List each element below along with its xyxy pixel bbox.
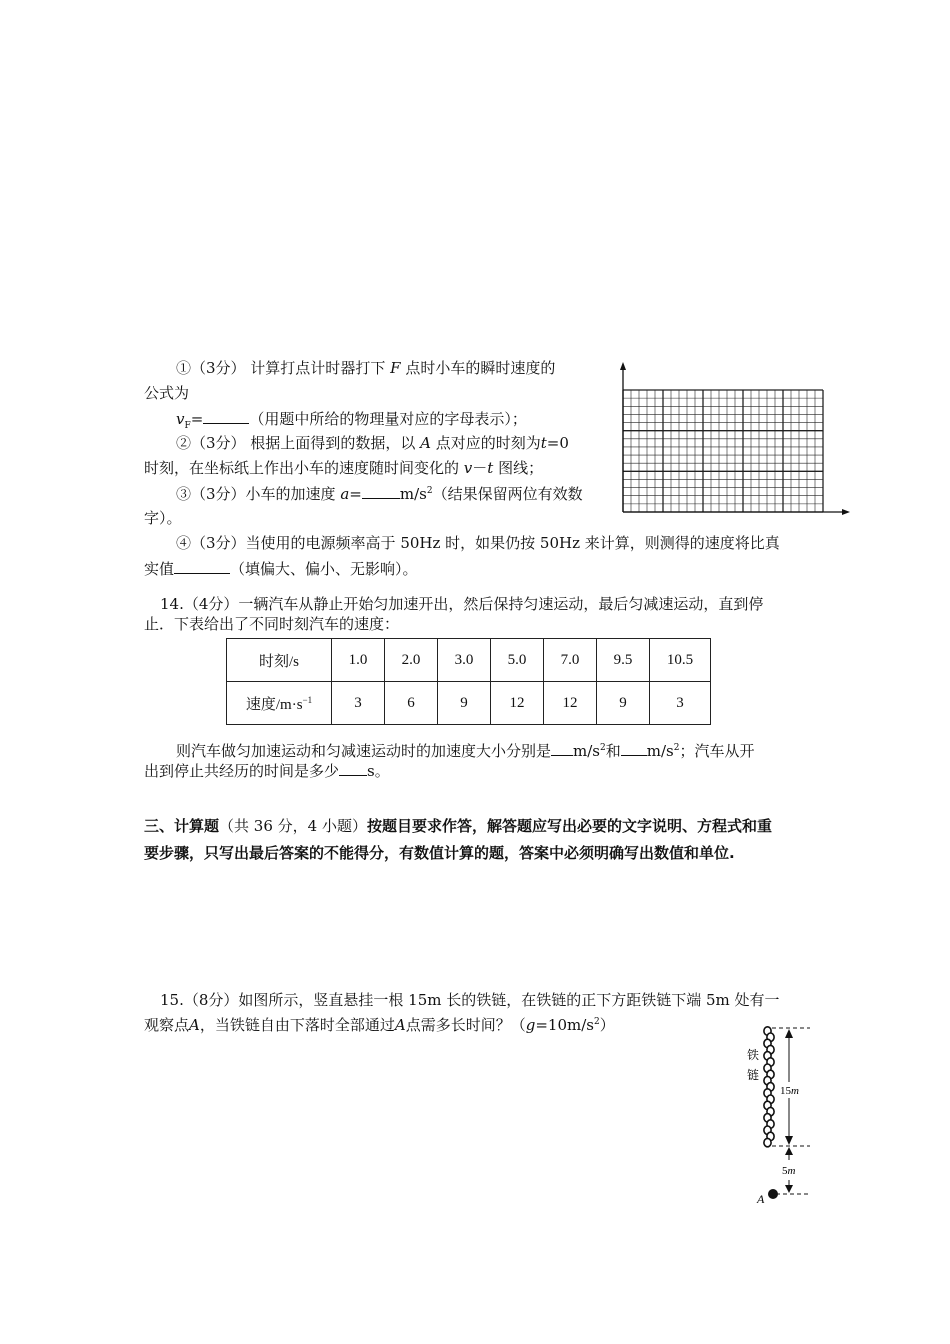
grid-minor-lines xyxy=(623,390,823,512)
q13-item3-line1: ③（3分）小车的加速度 $a= m/s^2$（结果保留两位有效数 xyxy=(176,485,583,503)
speed-cell: 3 xyxy=(650,682,711,725)
table-row-time xyxy=(227,639,711,682)
point-a-dot xyxy=(768,1189,778,1199)
q14-answer-line2: 出到停止共经历的时间是多少 s。 xyxy=(144,762,390,780)
q13-item1-line2: 公式为 xyxy=(144,384,190,402)
speed-header: 速度$/m\cdot s^{-1}$ xyxy=(227,682,332,725)
section3-line1: 三、计算题（共 36 分，4 小题）按题目要求作答，解答题应写出必要的文字说明、方程式和重 xyxy=(144,817,772,835)
q13-item1-line1: ①（3分） 计算打点计时器打下 F 点时小车的瞬时速度的 xyxy=(176,359,556,377)
section3-heading: 三、计算题 xyxy=(144,817,220,835)
time-cell: 10.5 xyxy=(650,639,711,682)
q13-item3-line2: 字）。 xyxy=(144,509,182,527)
time-cell: 7.0 xyxy=(544,639,597,682)
speed-cell: 3 xyxy=(332,682,385,725)
graph-paper xyxy=(616,360,856,520)
speed-cell: 12 xyxy=(544,682,597,725)
q13-item2-line2: 时刻，在坐标纸上作出小车的速度随时间变化的 v－t 图线； xyxy=(144,459,544,477)
speed-cell: 6 xyxy=(385,682,438,725)
time-cell: 9.5 xyxy=(597,639,650,682)
dim-15m-arrow-up-icon xyxy=(785,1029,793,1038)
q14-answer-line1: 则汽车做匀加速运动和匀减速运动时的加速度大小分别是 $m/s^2$和 $m/s^2$；汽车从开 xyxy=(176,742,755,760)
dim-15m-arrow-down-icon xyxy=(785,1136,793,1145)
section3-line2: 要步骤，只写出最后答案的不能得分，有数值计算的题，答案中必须明确写出数值和单位. xyxy=(144,844,735,862)
y-axis-arrow-icon xyxy=(620,362,626,370)
chain-links xyxy=(764,1027,774,1147)
speed-cell: 9 xyxy=(438,682,491,725)
dim-5m-arrow-down-icon xyxy=(785,1185,793,1193)
q13-item4-line1: ④（3分）当使用的电源频率高于 50Hz 时，如果仍按 50Hz 来计算，则测得的速度将比真 xyxy=(176,534,780,552)
dim-5m-label: 5m xyxy=(782,1165,796,1177)
accel-answer-blank-2[interactable] xyxy=(621,740,647,756)
time-answer-blank[interactable] xyxy=(339,760,367,776)
time-cell: 2.0 xyxy=(385,639,438,682)
point-a-label: A xyxy=(757,1192,765,1206)
chain-link xyxy=(764,1138,771,1146)
q15-line1: 15.（8分）如图所示，竖直悬挂一根 15m 长的铁链，在铁链的正下方距铁链下端 5m 处有一 xyxy=(160,991,780,1009)
table-row-speed xyxy=(227,682,711,725)
dim-15m-label: 15m xyxy=(780,1085,799,1097)
speed-cell: 12 xyxy=(491,682,544,725)
q14-line2: 止．下表给出了不同时刻汽车的速度： xyxy=(144,615,400,633)
q15-line2: 观察点A，当铁链自由下落时全部通过A点需多长时间？$(g=10m/s^2)$ xyxy=(144,1016,615,1034)
time-cell: 3.0 xyxy=(438,639,491,682)
q13-item2-line1: ②（3分） 根据上面得到的数据，以 A 点对应的时刻为t=0 xyxy=(176,434,569,452)
time-cell: 5.0 xyxy=(491,639,544,682)
chain-figure xyxy=(740,1022,830,1212)
speed-table xyxy=(226,638,711,725)
acceleration-answer-blank[interactable] xyxy=(362,483,400,499)
speed-cell: 9 xyxy=(597,682,650,725)
accel-answer-blank-1[interactable] xyxy=(551,740,573,756)
vf-answer-blank[interactable] xyxy=(203,408,249,424)
x-axis-arrow-icon xyxy=(842,509,850,515)
chain-label-bottom: 链 xyxy=(747,1068,760,1082)
q13-item1-line3: $v_F=$ （用题中所给的物理量对应的字母表示）； xyxy=(176,410,527,431)
q14-line1: 14.（4分）一辆汽车从静止开始匀加速开出，然后保持匀速运动，最后匀减速运动，直到停 xyxy=(160,595,764,613)
time-header: 时刻/s xyxy=(227,639,332,682)
error-answer-blank[interactable] xyxy=(174,558,230,574)
grid-major-lines xyxy=(623,390,823,512)
time-cell: 1.0 xyxy=(332,639,385,682)
q13-item4-line2: 实值 （填偏大、偏小、无影响）。 xyxy=(144,560,418,578)
dim-5m-arrow-up-icon xyxy=(785,1147,793,1155)
chain-label-top: 铁 xyxy=(747,1048,760,1062)
